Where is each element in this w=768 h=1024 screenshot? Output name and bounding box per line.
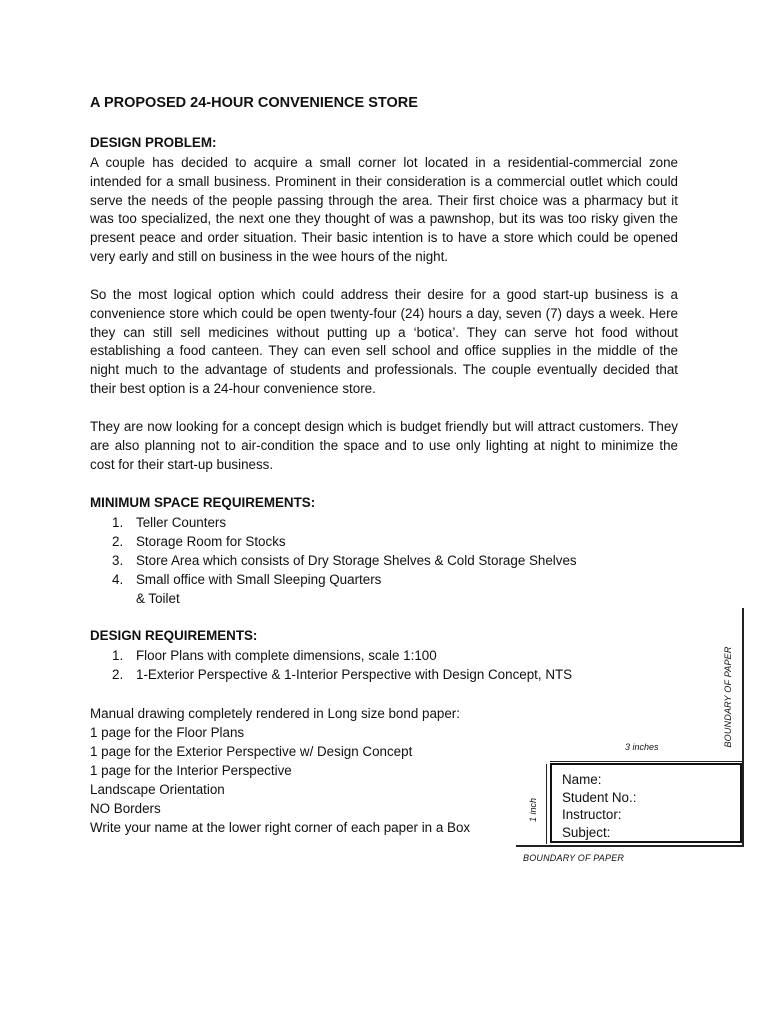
page-title: A PROPOSED 24-HOUR CONVENIENCE STORE [90, 95, 418, 111]
note-line: 1 page for the Interior Perspective [90, 763, 292, 778]
paper-boundary-bottom-label: BOUNDARY OF PAPER [523, 853, 625, 863]
note-line: Landscape Orientation [90, 782, 225, 797]
note-line: 1 page for the Floor Plans [90, 725, 245, 740]
list-item: 1. Teller Counters [112, 515, 227, 530]
height-dimension-label: 1 inch [528, 797, 538, 823]
note-line: NO Borders [90, 801, 161, 816]
subject-field-label: Subject: [562, 824, 611, 840]
submission-notes [90, 704, 470, 837]
design-problem-heading: DESIGN PROBLEM: [90, 135, 217, 150]
note-line: Manual drawing completely rendered in Long size bond paper: [90, 706, 460, 721]
height-dimension-line [546, 764, 547, 844]
paper-boundary-bottom-line [516, 845, 744, 847]
space-requirements-heading: MINIMUM SPACE REQUIREMENTS: [90, 495, 316, 510]
width-dimension-label: 3 inches [625, 742, 659, 752]
list-item: 1. Floor Plans with complete dimensions, scale 1:100 [112, 648, 437, 663]
note-line: 1 page for the Exterior Perspective w/ Design Concept [90, 744, 413, 759]
student-no-field-label: Student No.: [562, 789, 637, 805]
design-requirements-list [112, 646, 572, 684]
paper-boundary-right-label: BOUNDARY OF PAPER [723, 646, 733, 748]
list-item: 2. Storage Room for Stocks [112, 534, 286, 549]
instructor-field-label: Instructor: [562, 807, 622, 822]
list-item: 2. 1-Exterior Perspective & 1-Interior Perspective with Design Concept, NTS [112, 667, 573, 682]
space-requirements-list [112, 513, 577, 608]
list-item: 3. Store Area which consists of Dry Storage Shelves & Cold Storage Shelves [112, 553, 577, 568]
design-problem-paragraph-2: So the most logical option which could address their desire for a good start-up business is a convenience store which could be open twenty-four (24) hours a day, seven (7) days a week. Here they can still sell medicines without putting up a ‘botica’. They can serve hot food without establishing a food canteen. They can even sell school and office supplies in the middle of the night much to the advantage of students and professionals. The couple eventually decided that their best option is a 24-hour convenience store. [90, 287, 678, 396]
note-line: Write your name at the lower right corner of each paper in a Box [90, 820, 471, 835]
paper-boundary-right-line [742, 608, 744, 846]
width-dimension-line [550, 761, 743, 762]
name-box [550, 763, 742, 843]
design-problem-paragraph-3: They are now looking for a concept design which is budget friendly but will attract customers. They are also planning not to air-condition the space and to use only lighting at night to minimize the cost for their start-up business. [90, 419, 678, 472]
name-field-label: Name: [562, 772, 602, 787]
design-problem-paragraph-1: A couple has decided to acquire a small corner lot located in a residential-commercial zone intended for a small business. Prominent in their consideration is a commercial outlet which could serve the needs of the people passing through the area. Their first choice was a pharmacy but it was too specialized, the next one they thought of was a pawnshop, but its was too risky given the present peace and order situation. Their basic intention is to have a store which could be opened very early and still on business in the wee hours of the night. [90, 155, 678, 264]
design-requirements-heading: DESIGN REQUIREMENTS: [90, 628, 258, 643]
list-item: 4. Small office with Small Sleeping Quarters & Toilet [112, 572, 382, 606]
